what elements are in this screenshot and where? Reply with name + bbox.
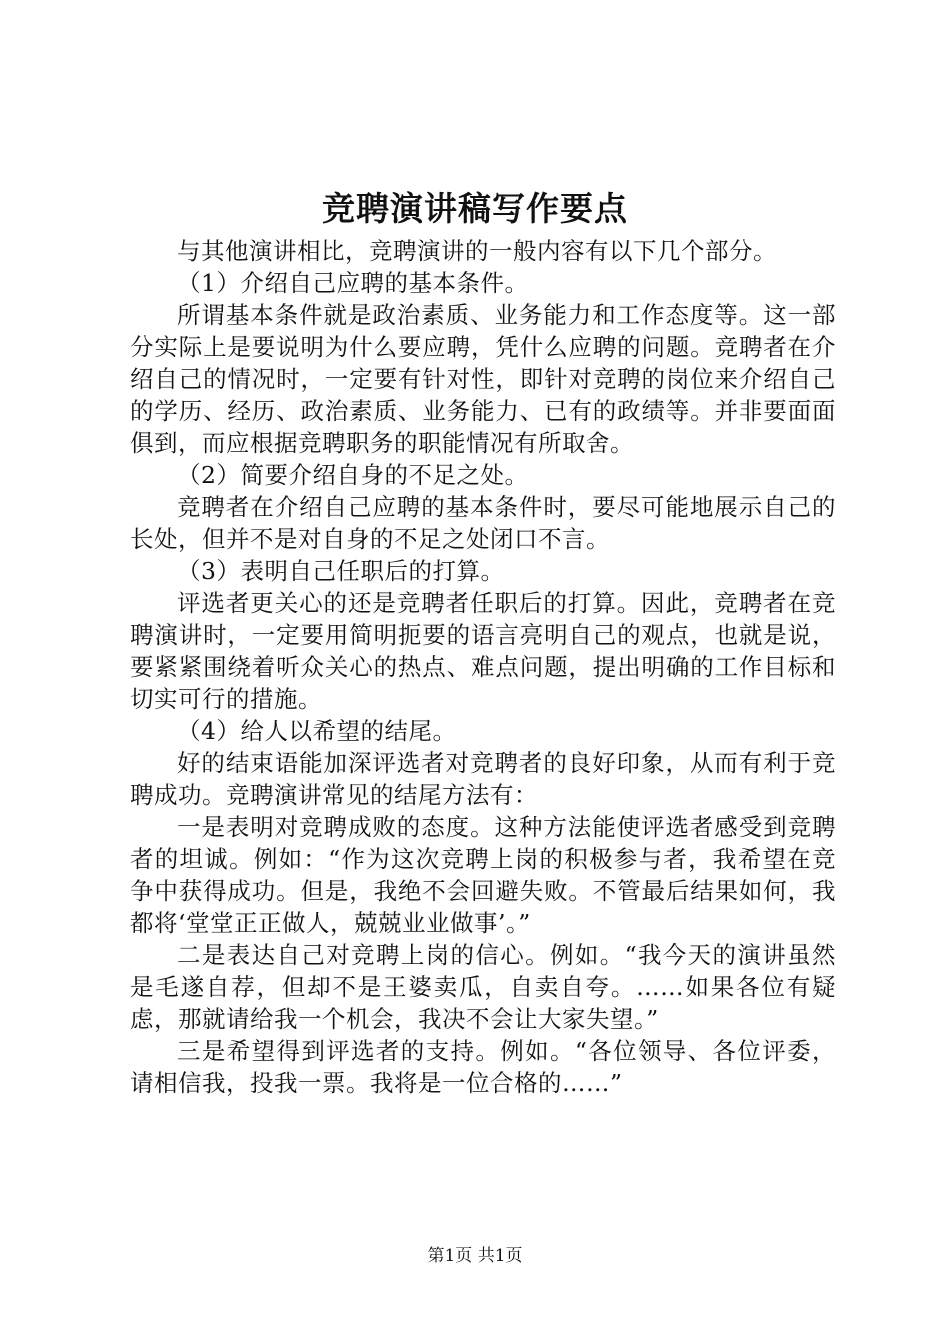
paragraph-intro: 与其他演讲相比，竞聘演讲的一般内容有以下几个部分。: [177, 237, 777, 265]
document-body: [130, 235, 836, 1099]
paragraph-basic-conditions: 所谓基本条件就是政治素质、业务能力和工作态度等。这一部分实际上是要说明为什么要应聘，凭什么应聘的问题。竞聘者在介绍自己的情况时，一定要有针对性，即针对竞聘的岗位来介绍自己的学历、经历、政治素质、业务能力、已有的政绩等。并非要面面俱到，而应根据竞聘职务的职能情况有所取舍。: [130, 301, 836, 457]
paragraph-ending-method-2: 二是表达自己对竞聘上岗的信心。例如。“我今天的演讲虽然是毛遂自荐，但却不是王婆卖瓜，自卖自夸。……如果各位有疑虑，那就请给我一个机会，我决不会让大家失望。”: [130, 941, 836, 1033]
paragraph-ending-method-1: 一是表明对竞聘成败的态度。这种方法能使评选者感受到竞聘者的坦诚。例如：“作为这次竞聘上岗的积极参与者，我希望在竞争中获得成功。但是，我绝不会回避失败。不管最后结果如何，我都将‘堂堂正正做人，兢兢业业做事’。”: [130, 813, 836, 937]
section-heading-3: （3）表明自己任职后的打算。: [177, 557, 505, 585]
paragraph-ending: 好的结束语能加深评选者对竞聘者的良好印象，从而有利于竞聘成功。竞聘演讲常见的结尾方法有：: [130, 749, 836, 809]
section-heading-2: （2）简要介绍自身的不足之处。: [177, 461, 529, 489]
section-heading-1: （1）介绍自己应聘的基本条件。: [177, 269, 529, 297]
paragraph-plans: 评选者更关心的还是竞聘者任职后的打算。因此，竞聘者在竞聘演讲时，一定要用简明扼要的语言亮明自己的观点，也就是说，要紧紧围绕着听众关心的热点、难点问题，提出明确的工作目标和切实可行的措施。: [130, 589, 836, 713]
page-number-footer: 第1页 共1页: [427, 1246, 523, 1266]
document-title: 竞聘演讲稿写作要点: [322, 189, 628, 228]
paragraph-shortcomings: 竞聘者在介绍自己应聘的基本条件时，要尽可能地展示自己的长处，但并不是对自身的不足之处闭口不言。: [130, 493, 836, 553]
section-heading-4: （4）给人以希望的结尾。: [177, 717, 457, 745]
paragraph-ending-method-3: 三是希望得到评选者的支持。例如。“各位领导、各位评委，请相信我，投我一票。我将是一位合格的……”: [130, 1037, 836, 1097]
